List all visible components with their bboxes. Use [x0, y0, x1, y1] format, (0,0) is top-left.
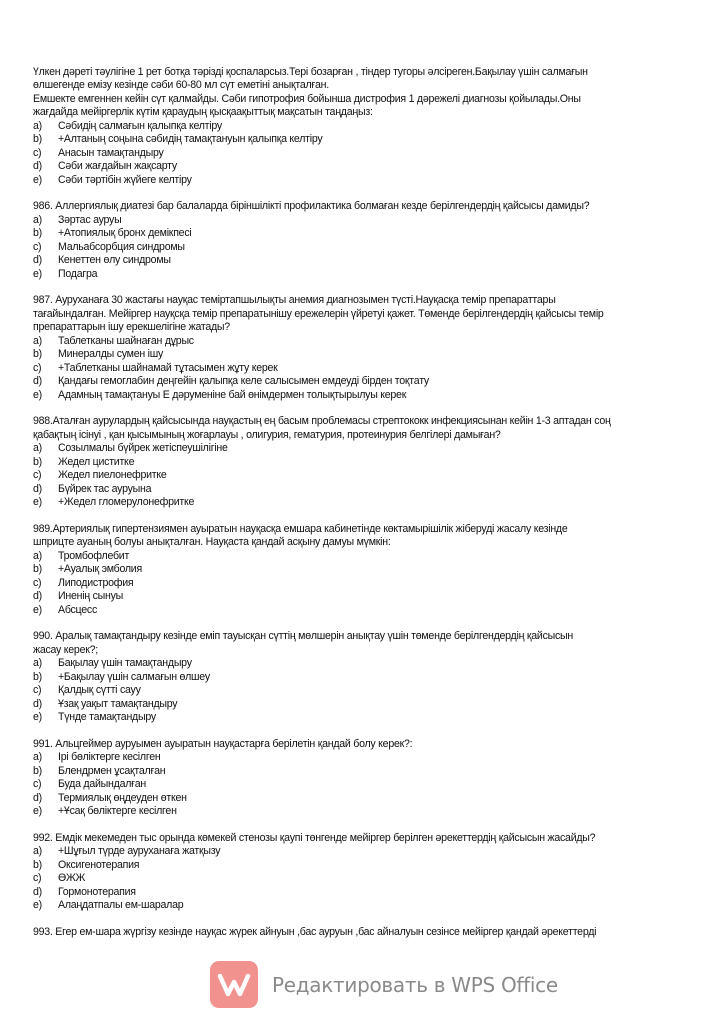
option-label: a) [33, 751, 42, 764]
option-label: e) [33, 711, 42, 723]
option-label: d) [33, 160, 42, 173]
question-intro [33, 66, 713, 187]
blank-line [33, 617, 713, 630]
option-label: e) [33, 267, 42, 280]
question-text-line: 993. Егер ем-шара жүргізу кезінде науқас жүрек айнуын ,бас ауруын ,бас айналуын сезінсе мейіргер қандай әрекеттерді [33, 926, 597, 938]
question-block [33, 294, 713, 402]
option-label: d) [33, 375, 42, 388]
blank-line [33, 819, 713, 832]
question-block [33, 523, 713, 617]
answer-option [33, 469, 713, 482]
option-text: Подагра [58, 267, 98, 280]
option-label: c) [33, 240, 42, 253]
option-text: +Жедел гломерулонефритке [58, 496, 195, 508]
option-label: d) [33, 590, 42, 603]
option-text: +Ұсақ бөліктерге кесілген [58, 805, 177, 818]
wps-logo-icon [210, 961, 258, 1008]
answer-option [33, 335, 713, 348]
option-text: +Ауалық эмболия [58, 563, 142, 576]
answer-option [33, 590, 713, 603]
answer-option [33, 859, 713, 872]
answer-option [33, 751, 713, 764]
option-text: Минералды сумен ішу [58, 348, 164, 361]
answer-option [33, 671, 713, 684]
option-text: Термиялық өңдеуден өткен [58, 791, 187, 804]
question-text-line: 990. Аралық тамақтандыру кезінде еміп тауысқан сүттің мөлшерін анықтау үшін төменде берілгендердің қайсысын [33, 630, 573, 643]
answer-option [33, 711, 713, 724]
option-text: Созылмалы бүйрек жетіспеушілігіне [58, 442, 228, 455]
option-label: a) [33, 442, 42, 455]
answer-option [33, 792, 713, 805]
answer-option [33, 805, 713, 818]
wps-edit-label: Редактировать в WPS Office [272, 972, 558, 997]
option-text: Сәбидің салмағын қалыпқа келтіру [58, 119, 222, 132]
answer-option [33, 483, 713, 496]
answer-option [33, 268, 713, 281]
option-label: c) [33, 778, 42, 791]
option-text: Ірі бөліктерге кесілген [58, 751, 161, 764]
option-label: b) [33, 455, 42, 468]
option-label: d) [33, 482, 42, 495]
option-text: ӨЖЖ [58, 872, 86, 885]
option-label: d) [33, 885, 42, 898]
option-label: e) [33, 805, 42, 818]
question-text-line: тағайындалған. Мейіргер науқсқа темір препаратынішу ережелерін үйретуі қажет. Төменде берілгендердің қайсысы темір [33, 307, 604, 320]
question-text-line: қабақтың ісінуі , қан қысымының жоғарлауы , олигурия, гематурия, протеинурия белгілері дамыған? [33, 428, 501, 441]
question-text-line: 989.Артериялық гипертензиямен ауыратын науқасқа емшара кабинетінде көктамырішілік жіберуді жасалу кезінде [33, 522, 568, 535]
blank-line [33, 724, 713, 737]
option-text: Буда дайындалған [58, 778, 146, 791]
answer-option [33, 563, 713, 576]
option-label: b) [33, 858, 42, 871]
option-text: +Таблетканы шайнамай тұтасымен жұту керек [58, 361, 278, 374]
answer-option [33, 389, 713, 402]
answer-option [33, 550, 713, 563]
answer-option [33, 845, 713, 858]
answer-option [33, 684, 713, 697]
option-text: Ұзақ уақыт тамақтандыру [58, 697, 178, 710]
option-text: Блендрмен ұсақталған [58, 764, 166, 777]
question-text-line: жағдайда мейіргерлік күтім қараудың қысқаақыттық мақсатын таңдаңыз: [33, 106, 373, 119]
option-label: c) [33, 469, 42, 482]
answer-option [33, 375, 713, 388]
option-label: a) [33, 213, 42, 226]
blank-line [33, 281, 713, 294]
option-text: Гормонотерапия [58, 885, 136, 898]
option-label: c) [33, 146, 42, 159]
answer-option [33, 778, 713, 791]
option-text: +Шұғыл түрде ауруханаға жатқызу [58, 845, 221, 858]
answer-option [33, 456, 713, 469]
option-text: Түнде тамақтандыру [58, 711, 156, 723]
question-block [33, 415, 713, 509]
wps-edit-banner[interactable] [210, 961, 558, 1008]
answer-option [33, 160, 713, 173]
answer-option [33, 348, 713, 361]
option-label: d) [33, 254, 42, 267]
answer-option [33, 120, 713, 133]
question-text-line: 991. Альцгеймер ауруымен ауыратын науқастарға берілетін қандай болу керек?: [33, 737, 413, 750]
option-text: +Атопиялық бронх демікпесі [58, 227, 192, 240]
answer-option [33, 496, 713, 509]
option-label: c) [33, 361, 42, 374]
question-text-line: Емшекте емгеннен кейін сүт қалмайды. Сәби гипотрофия бойынша дистрофия 1 дәрежелі диагнозы қойылады.Оны [33, 92, 581, 105]
answer-option [33, 872, 713, 885]
option-label: b) [33, 133, 42, 146]
answer-option [33, 886, 713, 899]
option-text: Сәби тәртібін жүйеге келтіру [58, 173, 192, 186]
option-text: Тромбофлебит [58, 549, 130, 562]
question-block [33, 630, 713, 724]
option-text: Анасын тамақтандыру [58, 146, 164, 159]
option-label: a) [33, 845, 42, 858]
option-label: c) [33, 576, 42, 589]
option-text: Бақылау үшін тамақтандыру [58, 657, 192, 670]
option-label: d) [33, 697, 42, 710]
question-text-line: Үлкен дәреті тәулігіне 1 рет ботқа тәрізді қоспаларсыз.Тері бозарған , тіндер тугоры әлсіреген.Бақылау үшін салмағын [33, 66, 588, 78]
blank-line [33, 187, 713, 200]
question-block [33, 738, 713, 819]
answer-option [33, 227, 713, 240]
option-text: +Алтаның соңына сәбидің тамақтануын қалыпқа келтіру [58, 133, 323, 146]
option-label: b) [33, 764, 42, 777]
blank-line [33, 509, 713, 522]
option-text: Бүйрек тас ауруына [58, 482, 152, 495]
question-text-line: 987. Ауруханаға 30 жастағы науқас темiртапшылықты анемия диагнозымен түсті.Науқасқа темір препараттары [33, 294, 556, 307]
option-text: Таблетканы шайнаған дұрыс [58, 334, 194, 347]
answer-option [33, 254, 713, 267]
option-label: a) [33, 334, 42, 347]
option-text: Адамның тамақтануы Е дәруменіне бай өнімдермен толықтырылуы керек [58, 388, 407, 401]
option-label: a) [33, 657, 42, 670]
answer-option [33, 214, 713, 227]
answer-option [33, 765, 713, 778]
option-label: b) [33, 670, 42, 683]
option-label: b) [33, 348, 42, 361]
option-text: Сәби жағдайын жақсарту [58, 160, 177, 173]
option-label: e) [33, 899, 42, 912]
option-text: Алаңдатпалы ем-шаралар [58, 899, 184, 912]
option-label: e) [33, 603, 42, 616]
question-text-line: препараттарын ішу ерекшелігіне жатады? [33, 321, 230, 334]
option-label: b) [33, 227, 42, 240]
answer-option [33, 657, 713, 670]
option-label: e) [33, 173, 42, 186]
option-label: b) [33, 563, 42, 576]
question-text-line: шприцте ауаның болуы анықталған. Науқаста қандай асқыну дамуы мүмкін: [33, 536, 391, 549]
document-page [33, 66, 713, 939]
blank-line [33, 402, 713, 415]
answer-option [33, 174, 713, 187]
option-text: +Бақылау үшін салмағын өлшеу [58, 670, 210, 683]
blank-line [33, 913, 713, 926]
question-block [33, 832, 713, 913]
question-text-line: 992. Емдік мекемеден тыс орында көмекей стенозы қаупі төнгенде мейіргер берілген әрекеттердің қайсысын жасайды? [33, 831, 596, 844]
answer-option [33, 362, 713, 375]
answer-option [33, 899, 713, 912]
option-text: Мальабсорбция синдромы [58, 240, 185, 253]
question-text-line: өлшегенде емізу кезінде сәби 60-80 мл сүт еметіні анықталған. [33, 79, 329, 92]
option-text: Зәртас ауруы [58, 213, 122, 226]
option-label: e) [33, 496, 42, 508]
option-text: Иненің сынуы [58, 590, 124, 603]
answer-option [33, 577, 713, 590]
option-text: Абсцесс [58, 603, 97, 616]
option-label: d) [33, 791, 42, 804]
option-text: Қалдық сүтті сауу [58, 684, 141, 697]
option-label: c) [33, 872, 42, 885]
question-text-line: 988.Аталған аурулардың қайсысында науқастың ең басым проблемасы стрептококк инфекциясынан кейін 1-3 аптадан соң [33, 415, 611, 428]
option-text: Оксигенотерапия [58, 858, 140, 871]
answer-option [33, 442, 713, 455]
question-block [33, 926, 713, 939]
option-label: e) [33, 388, 42, 401]
answer-option [33, 147, 713, 160]
option-label: a) [33, 549, 42, 562]
answer-option [33, 698, 713, 711]
answer-option [33, 241, 713, 254]
option-text: Қандағы гемоглабин деңгейін қалыпқа келе салысымен емдеуді бірден тоқтату [58, 375, 429, 388]
question-text-line: 986. Аллергиялық диатезі бар балаларда біріншілікті профилактика болмаған кезде берілгендердің қайсысы дамиды? [33, 200, 590, 213]
option-text: Жедел пиелонефритке [58, 469, 167, 482]
option-text: Кенеттен өлу синдромы [58, 254, 171, 267]
question-text-line: жасау керек?; [33, 643, 98, 656]
question-block [33, 200, 713, 281]
answer-option [33, 604, 713, 617]
option-label: a) [33, 119, 42, 132]
answer-option [33, 133, 713, 146]
option-label: c) [33, 684, 42, 697]
option-text: Жедел циститке [58, 455, 135, 468]
option-text: Липодистрофия [58, 576, 134, 589]
